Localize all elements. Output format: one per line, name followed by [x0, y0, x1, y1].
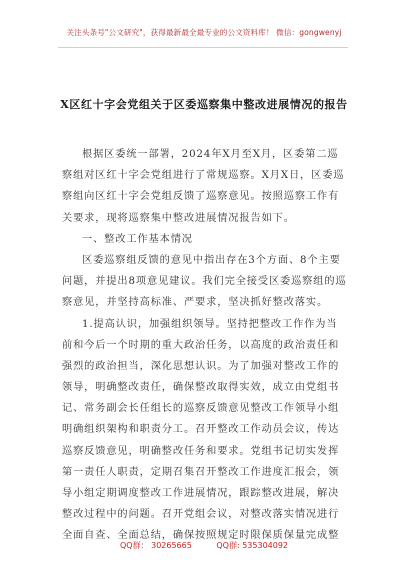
body-line: 一、整改工作基本情况	[82, 233, 193, 245]
body-line: 全面自查、全面总结，确保按照规定时限保质保量完成整	[62, 530, 340, 542]
body-line: 1.提高认识，加强组织领导。坚持把整改工作作为当	[82, 318, 338, 330]
body-line: 强烈的政治担当，深化思想认识。为了加强对整改工作的	[62, 360, 340, 372]
body-line: 巡察反馈意见，明确整改任务和要求。党组书记切实发挥	[62, 445, 340, 457]
footer-qq-group-2: QQ群: 535304092	[216, 541, 289, 550]
body-line: 察意见，并坚持高标准、严要求，坚决抓好整改落实。	[62, 297, 329, 309]
header-banner	[0, 0, 408, 68]
footer	[0, 540, 408, 551]
promo-banner-text: 关注头条号"公文研究"，获得最新最全最专业的公文资料库！ 微信：gongwenyj	[66, 28, 342, 37]
body-line: 整改过程中的问题。召开党组会议，对整改落实情况进行	[62, 509, 340, 521]
body-line: 前和今后一个时期的重大政治任务，以高度的政治责任和	[62, 339, 340, 351]
header-divider	[58, 47, 348, 48]
footer-qq-group-1: QQ群： 30265665	[119, 541, 192, 550]
body-line: 察组对区红十字会党组进行了常规巡察。X月X日，区委巡	[62, 170, 345, 182]
body-line: 记、常务副会长任组长的巡察反馈意见整改工作领导小组	[62, 403, 340, 415]
body-line: 关要求，现将巡察集中整改进展情况报告如下。	[62, 212, 295, 224]
body-line: 第一责任人职责，定期召集召开整改工作进度汇报会，领	[62, 466, 340, 478]
document-body	[62, 144, 352, 547]
body-line: 根据区委统一部署，2024年X月至X月，区委第二巡	[82, 149, 339, 160]
document-title: X区红十字会党组关于区委巡察集中整改进展情况的报告	[60, 98, 348, 111]
body-line: 察组向区红十字会党组反馈了巡察意见。按照巡察工作有	[62, 191, 340, 203]
body-line: 导小组定期调度整改工作进展情况，跟踪整改进展，解决	[62, 488, 340, 499]
body-line: 区委巡察组反馈的意见中指出存在3个方面、8个主要	[82, 254, 341, 266]
body-line: 问题，并提出8项意见建议。我们完全接受区委巡察组的巡	[62, 276, 347, 288]
body-line: 领导，明确整改责任，确保整改取得实效，成立由党组书	[62, 382, 340, 394]
body-line: 明确组织架构和职责分工。召开整改工作动员会议，传达	[62, 424, 340, 436]
